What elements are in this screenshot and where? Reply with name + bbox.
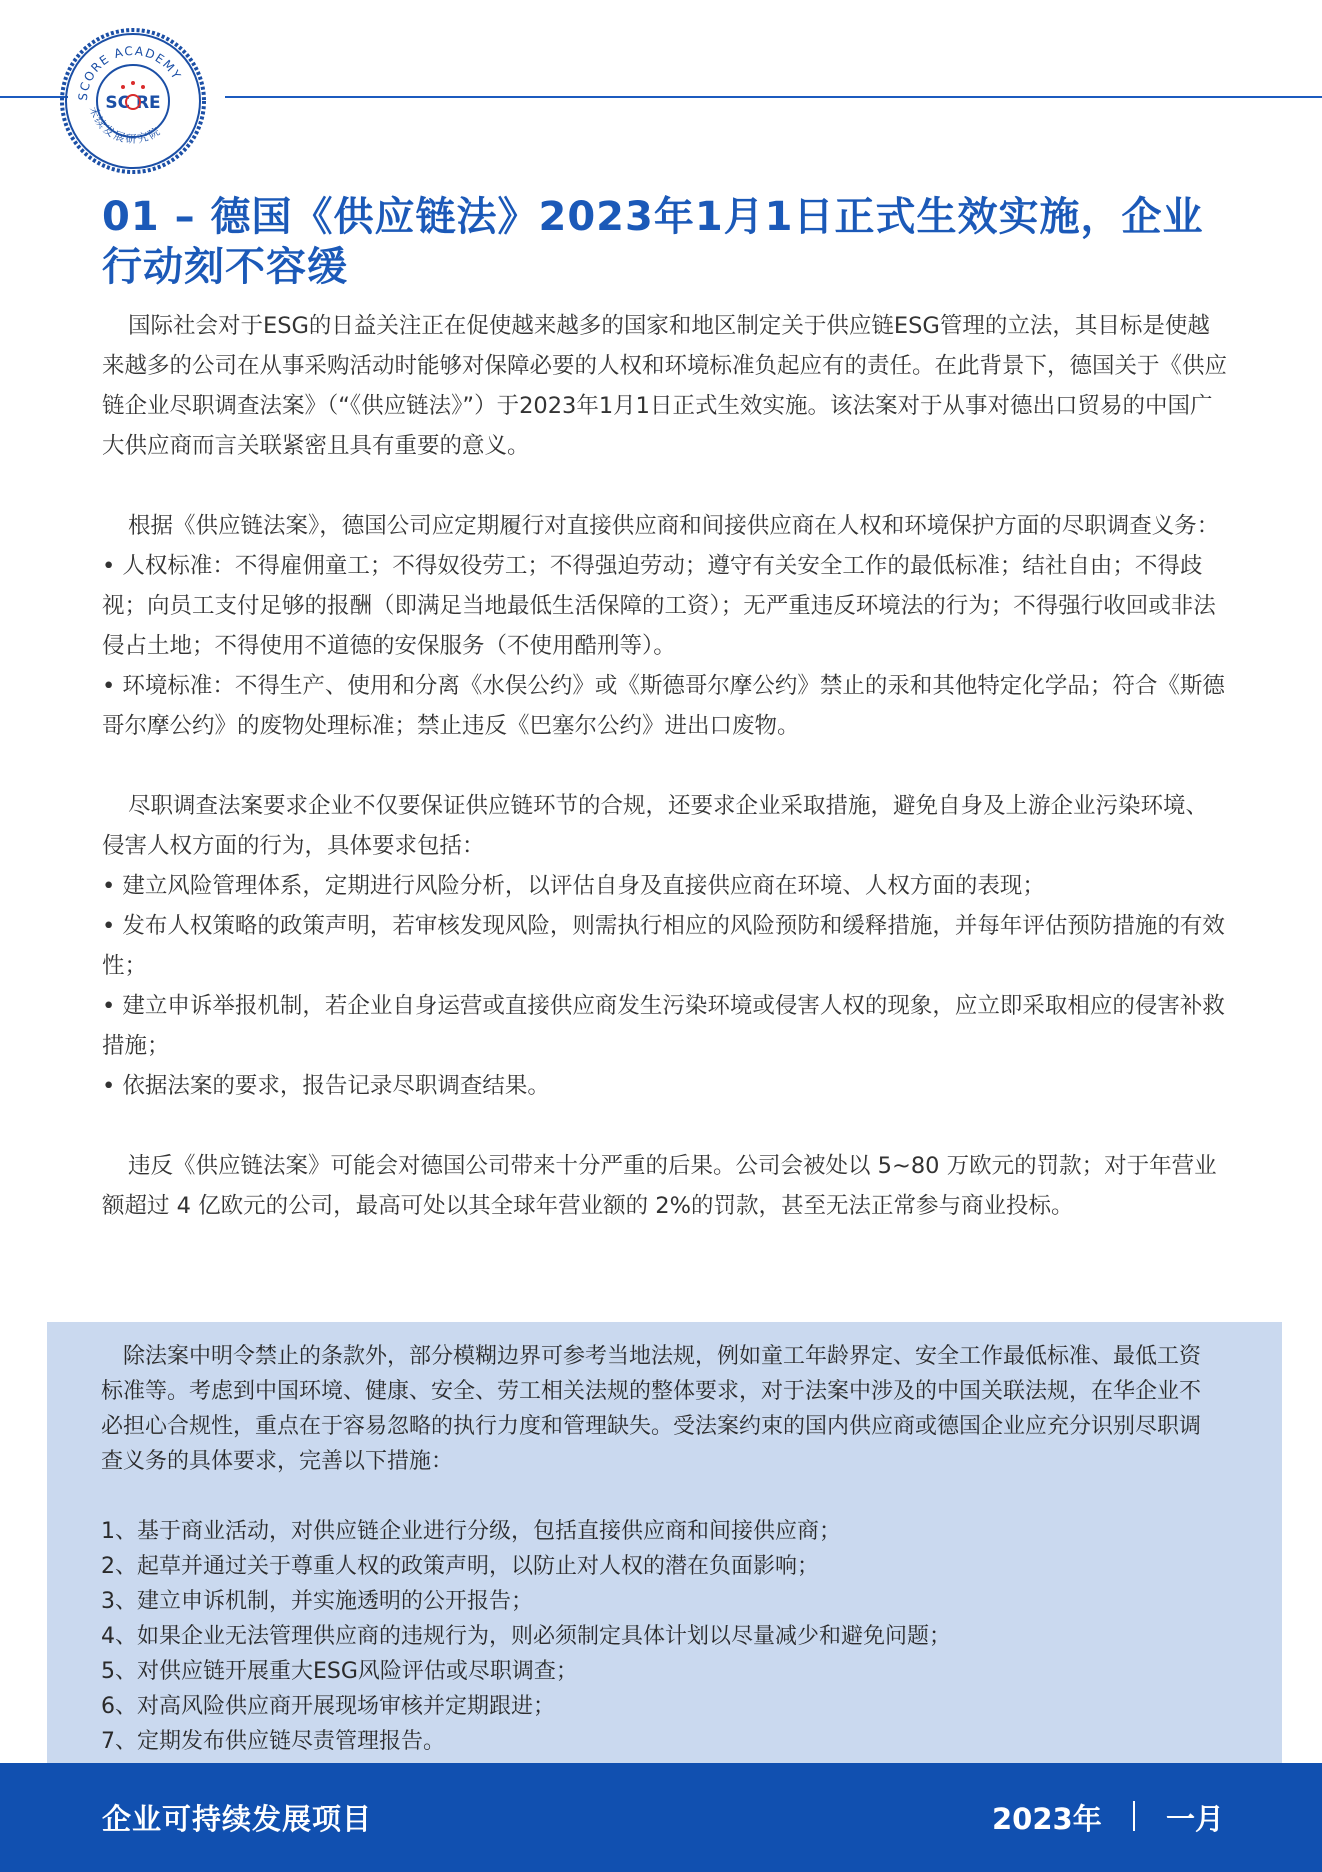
bullet-item: • 人权标准：不得雇佣童工；不得奴役劳工；不得强迫劳动；遵守有关安全工作的最低标准；结社自由；不得歧视；向员工支付足够的报酬（即满足当地最低生活保障的工资）；无严重违反环境法的行为；不得强行收回或非法侵占土地；不得使用不道德的安保服务（不使用酷刑等）。 bbox=[102, 553, 1216, 659]
logo-lower-text: 未续发展研究院 bbox=[86, 104, 164, 146]
logo-ring-text: SCORE ACADEMY bbox=[75, 43, 185, 102]
page-footer bbox=[0, 1763, 1322, 1872]
footer-month: 一月 bbox=[1166, 1802, 1225, 1836]
measure-item: 4、如果企业无法管理供应商的违规行为，则必须制定具体计划以尽量减少和避免问题； bbox=[101, 1624, 951, 1649]
bullet-item: • 依据法案的要求，报告记录尽职调查结果。 bbox=[102, 1073, 550, 1099]
score-academy-logo bbox=[60, 28, 206, 174]
body-paragraph: 国际社会对于ESG的日益关注正在促使越来越多的国家和地区制定关于供应链ESG管理的立法，其目标是使越来越多的公司在从事采购活动时能够对保障必要的人权和环境标准负起应有的责任。在此背景下，德国关于《供应链企业尽职调查法案》（“《供应链法》”）于2023年1月1日正式生效实施。该法案对于从事对德出口贸易的中国广大供应商而言关联紧密且具有重要的意义。 bbox=[102, 313, 1228, 459]
measure-item: 5、对供应链开展重大ESG风险评估或尽职调查； bbox=[101, 1659, 578, 1684]
bullet-item: • 环境标准：不得生产、使用和分离《水俣公约》或《斯德哥尔摩公约》禁止的汞和其他特定化学品；符合《斯德哥尔摩公约》的废物处理标准；禁止违反《巴塞尔公约》进出口废物。 bbox=[102, 673, 1225, 739]
body-paragraph: 尽职调查法案要求企业不仅要保证供应链环节的合规，还要求企业采取措施，避免自身及上游企业污染环境、侵害人权方面的行为，具体要求包括： bbox=[102, 793, 1209, 859]
bullet-item: • 建立申诉举报机制，若企业自身运营或直接供应商发生污染环境或侵害人权的现象，应立即采取相应的侵害补救措施； bbox=[102, 993, 1225, 1059]
measure-item: 2、起草并通过关于尊重人权的政策声明，以防止对人权的潜在负面影响； bbox=[101, 1554, 819, 1579]
bullet-item: • 发布人权策略的政策声明，若审核发现风险，则需执行相应的风险预防和缓释措施，并每年评估预防措施的有效性； bbox=[102, 913, 1225, 979]
measure-item: 3、建立申诉机制，并实施透明的公开报告； bbox=[101, 1589, 533, 1614]
bullet-item: • 建立风险管理体系，定期进行风险分析，以评估自身及直接供应商在环境、人权方面的表现； bbox=[102, 873, 1045, 899]
measure-item: 1、基于商业活动，对供应链企业进行分级，包括直接供应商和间接供应商； bbox=[101, 1519, 841, 1544]
footer-project-label: 企业可持续发展项目 bbox=[102, 1802, 373, 1836]
footer-divider bbox=[1133, 1801, 1135, 1831]
article-body bbox=[102, 306, 1230, 1226]
body-paragraph: 根据《供应链法案》，德国公司应定期履行对直接供应商和间接供应商在人权和环境保护方面的尽职调查义务： bbox=[128, 513, 1220, 539]
measure-item: 7、定期发布供应链尽责管理报告。 bbox=[101, 1729, 445, 1754]
measures-callout bbox=[47, 1322, 1282, 1763]
body-paragraph: 违反《供应链法案》可能会对德国公司带来十分严重的后果。公司会被处以 5~80 万欧元的罚款；对于年营业额超过 4 亿欧元的公司，最高可处以其全球年营业额的 2%的罚款，甚至无法正常参与商业投标。 bbox=[102, 1153, 1217, 1219]
footer-year: 2023年 bbox=[992, 1802, 1102, 1836]
page-title: 01 – 德国《供应链法》2023年1月1日正式生效实施，企业行动刻不容缓 bbox=[102, 194, 1204, 290]
measure-item: 6、对高风险供应商开展现场审核并定期跟进； bbox=[101, 1694, 555, 1719]
callout-intro: 除法案中明令禁止的条款外，部分模糊边界可参考当地法规，例如童工年龄界定、安全工作最低标准、最低工资标准等。考虑到中国环境、健康、安全、劳工相关法规的整体要求，对于法案中涉及的中国关联法规，在华企业不必担心合规性，重点在于容易忽略的执行力度和管理缺失。受法案约束的国内供应商或德国企业应充分识别尽职调查义务的具体要求，完善以下措施： bbox=[101, 1344, 1202, 1474]
header-rule-right bbox=[225, 96, 1322, 98]
header-rule-left bbox=[0, 96, 68, 98]
logo-center-text: SC RE bbox=[105, 93, 161, 113]
